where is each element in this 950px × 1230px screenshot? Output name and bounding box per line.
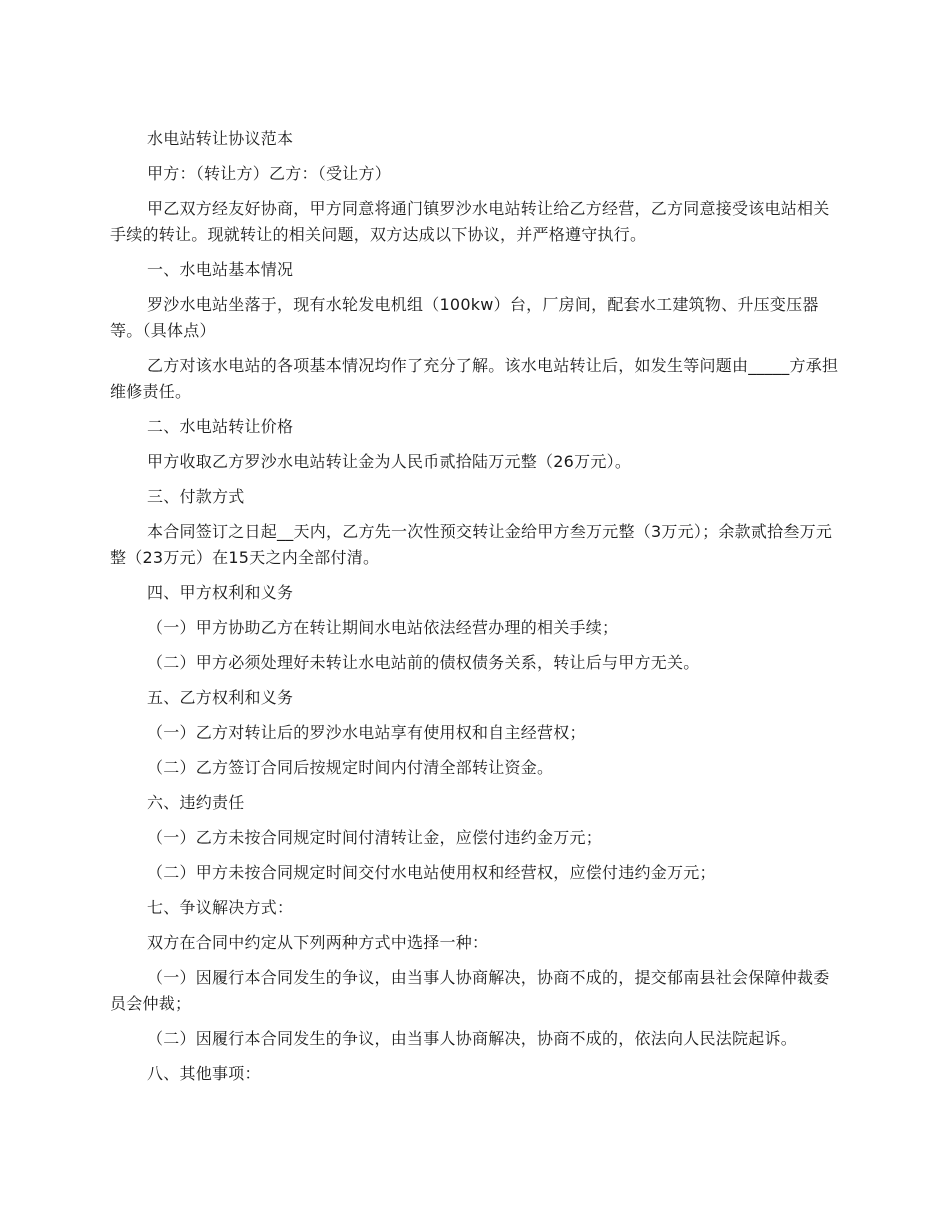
- section-heading-6: 六、违约责任: [147, 793, 245, 812]
- section-heading-7: 七、争议解决方式：: [147, 898, 294, 917]
- section-4-paragraph-2: （二）甲方必须处理好未转让水电站前的债权债务关系，转让后与甲方无关。: [147, 653, 700, 672]
- section-6-paragraph-1: （一）乙方未按合同规定时间付清转让金，应偿付违约金万元；: [147, 828, 603, 847]
- section-heading-3: 三、付款方式: [147, 487, 245, 506]
- section-1-paragraph-1: 罗沙水电站坐落于，现有水轮发电机组（100kw）台，厂房间，配套水工建筑物、升压变压器等。（具体点）: [110, 295, 819, 340]
- document-title: 水电站转让协议范本: [147, 129, 294, 148]
- section-6-paragraph-2: （二）甲方未按合同规定时间交付水电站使用权和经营权，应偿付违约金万元；: [147, 863, 716, 882]
- section-heading-1: 一、水电站基本情况: [147, 260, 294, 279]
- section-2-paragraph-1: 甲方收取乙方罗沙水电站转让金为人民币贰拾陆万元整（26万元）。: [147, 452, 632, 471]
- section-7-paragraph-3: （二）因履行本合同发生的争议，由当事人协商解决，协商不成的，依法向人民法院起诉。: [147, 1029, 798, 1048]
- section-5-paragraph-2: （二）乙方签订合同后按规定时间内付清全部转让资金。: [147, 758, 554, 777]
- section-heading-5: 五、乙方权利和义务: [147, 688, 294, 707]
- section-heading-8: 八、其他事项：: [147, 1064, 261, 1083]
- section-5-paragraph-1: （一）乙方对转让后的罗沙水电站享有使用权和自主经营权；: [147, 723, 586, 742]
- section-4-paragraph-1: （一）甲方协助乙方在转让期间水电站依法经营办理的相关手续；: [147, 618, 619, 637]
- section-heading-2: 二、水电站转让价格: [147, 417, 294, 436]
- section-3-paragraph-1: 本合同签订之日起__天内，乙方先一次性预交转让金给甲方叁万元整（3万元）；余款贰拾叁万元整（23万元）在15天之内全部付清。: [110, 522, 833, 567]
- section-7-paragraph-2: （一）因履行本合同发生的争议，由当事人协商解决，协商不成的，提交郁南县社会保障仲裁委员会仲裁；: [110, 968, 830, 1013]
- document-body: [110, 126, 840, 1087]
- section-1-paragraph-2: 乙方对该水电站的各项基本情况均作了充分了解。该水电站转让后，如发生等问题由_____方承担维修责任。: [110, 356, 839, 401]
- section-heading-4: 四、甲方权利和义务: [147, 583, 294, 602]
- intro-paragraph: 甲乙双方经友好协商，甲方同意将通门镇罗沙水电站转让给乙方经营，乙方同意接受该电站相关手续的转让。现就转让的相关问题，双方达成以下协议，并严格遵守执行。: [110, 199, 830, 244]
- section-7-paragraph-1: 双方在合同中约定从下列两种方式中选择一种：: [147, 933, 489, 952]
- parties-line: 甲方：（转让方）乙方：（受让方）: [147, 164, 392, 183]
